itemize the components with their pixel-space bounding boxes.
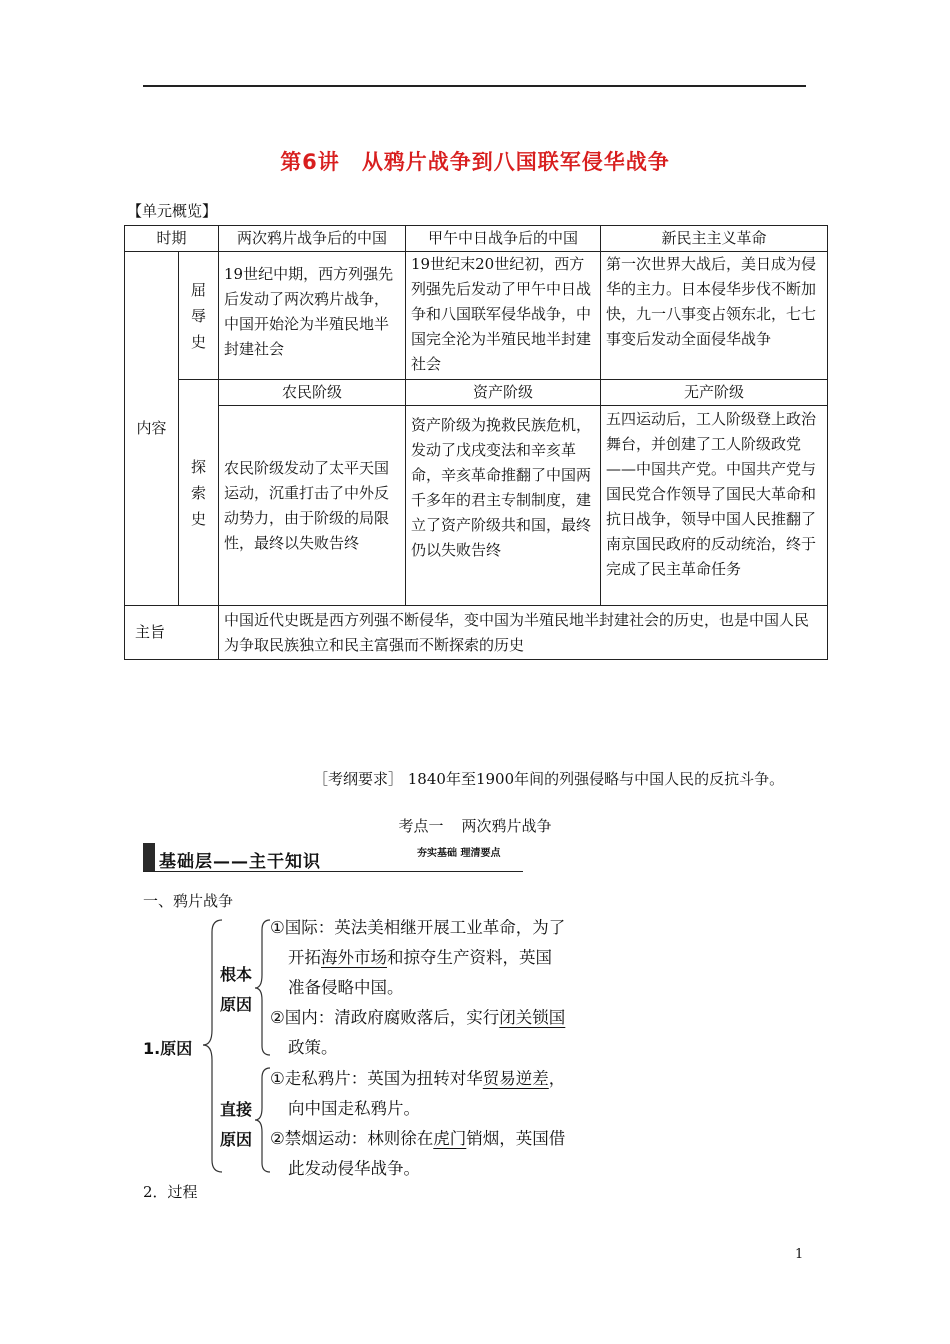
table-header-row: [125, 226, 828, 252]
root-cause-line: ①国际：英法美相继开展工业革命，为了: [270, 918, 566, 937]
direct-cause-line: 向中国走私鸦片。: [288, 1099, 420, 1118]
keyword-underline: 贸易逆差: [482, 1069, 549, 1088]
header-col-2: 甲午中日战争后的中国: [406, 226, 601, 252]
header-period: 时期: [125, 226, 219, 252]
keyword-underline: 闭关锁国: [499, 1008, 566, 1027]
table-cell: 19世纪中期，西方列强先后发动了两次鸦片战争，中国开始沦为半殖民地半封建社会: [219, 252, 406, 380]
root-brace-icon: [255, 920, 270, 1055]
content-label: 内容: [125, 252, 179, 606]
root-cause-line: 政策。: [288, 1038, 338, 1057]
theme-label: 主旨: [125, 606, 219, 660]
direct-brace-icon: [255, 1068, 270, 1172]
header-rule: [143, 85, 806, 87]
keyword-underline: 海外市场: [321, 948, 387, 967]
keyword-underline: 虎门: [433, 1129, 467, 1148]
direct-cause-line: 此发动侵华战争。: [288, 1159, 420, 1178]
table-cell: 五四运动后，工人阶级登上政治舞台，并创建了工人阶级政党——中国共产党。中国共产党与国民党合作领导了国民大革命和抗日战争，领导中国人民推翻了南京国民政府的反动统治，终于完成了民主革命任务: [601, 406, 828, 606]
theme-text: 中国近代史既是西方列强不断侵华，变中国为半殖民地半封建社会的历史，也是中国人民为争取民族独立和民主富强而不断探索的历史: [219, 606, 828, 660]
direct-cause-line: ①走私鸦片：英国为扭转对华贸易逆差，: [270, 1069, 566, 1088]
table-cell: 资产阶级为挽救民族危机，发动了戊戌变法和辛亥革命，辛亥革命推翻了中国两千多年的君主专制制度，建立了资产阶级共和国，最终仍以失败告终: [406, 406, 601, 606]
root-cause-label-1: 根本: [220, 965, 253, 984]
explore-label: 探 索 史: [179, 380, 219, 606]
exam-requirement: ［考纲要求］ 1840年至1900年间的列强侵略与中国人民的反抗斗争。: [313, 770, 785, 788]
table-row-classes: [125, 380, 828, 406]
class-label: 农民阶级: [219, 380, 406, 406]
section-banner: [143, 840, 523, 872]
table-row-explore: [125, 406, 828, 606]
banner-underline: [143, 871, 523, 872]
heading-opium-war: 一、鸦片战争: [143, 892, 234, 910]
heading-process: 2．过程: [143, 1183, 198, 1201]
root-cause-label-2: 原因: [220, 995, 253, 1014]
section-subtitle: 夯实基础 理清要点: [417, 848, 501, 859]
banner-block: [143, 843, 155, 871]
kaodian-number: 考点一: [398, 817, 444, 835]
lecture-number: 第6讲: [280, 150, 340, 174]
page-title: [0, 146, 950, 176]
table-cell: 第一次世界大战后，美日成为侵华的主力。日本侵华步伐不断加快，九一八事变占领东北，七七事变后发动全面侵华战争: [601, 252, 828, 380]
table-cell: 19世纪末20世纪初，西方列强先后发动了甲午中日战争和八国联军侵华战争，中国完全沦为半殖民地半封建社会: [406, 252, 601, 380]
page-number: 1: [795, 1247, 804, 1262]
table-row-theme: [125, 606, 828, 660]
root-cause-line: 准备侵略中国。: [288, 978, 404, 997]
overview-label: 【单元概览】: [127, 202, 218, 220]
unit-overview-table: [124, 225, 828, 660]
cause-label: 1.原因: [143, 1039, 193, 1058]
direct-cause-label-2: 原因: [220, 1130, 253, 1149]
kaodian-name: 两次鸦片战争: [461, 817, 552, 835]
lecture-title: 从鸦片战争到八国联军侵华战争: [361, 150, 670, 174]
direct-cause-line: ②禁烟运动：林则徐在虎门销烟，英国借: [270, 1129, 566, 1148]
section-title: 基础层——主干知识: [159, 852, 321, 872]
class-label: 资产阶级: [406, 380, 601, 406]
root-cause-line: ②国内：清政府腐败落后，实行闭关锁国: [270, 1008, 566, 1027]
direct-cause-label-1: 直接: [220, 1100, 253, 1119]
kaodian-heading: [0, 815, 950, 836]
class-label: 无产阶级: [601, 380, 828, 406]
header-col-1: 两次鸦片战争后的中国: [219, 226, 406, 252]
root-cause-line: 开拓海外市场和掠夺生产资料，英国: [288, 948, 552, 967]
header-col-3: 新民主主义革命: [601, 226, 828, 252]
table-cell: 农民阶级发动了太平天国运动，沉重打击了中外反动势力，由于阶级的局限性，最终以失败告终: [219, 406, 406, 606]
table-row-humiliation: [125, 252, 828, 380]
humiliation-label: 屈 辱 史: [179, 252, 219, 380]
